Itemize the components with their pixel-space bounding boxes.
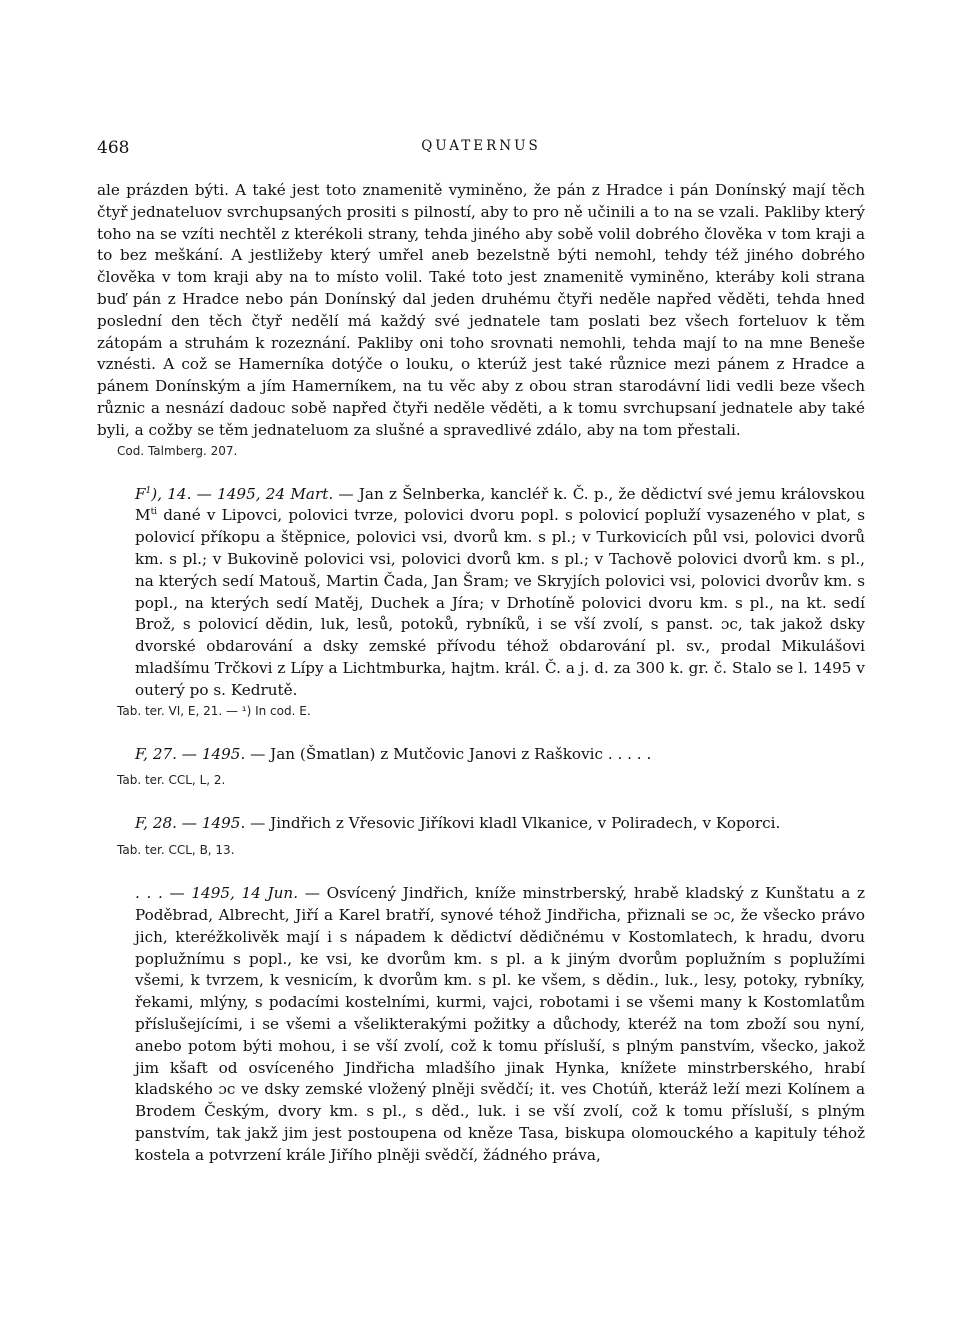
entry-paragraph bbox=[97, 883, 865, 1166]
page-header bbox=[97, 138, 865, 164]
entry-heading: F, 28. — 1495. bbox=[135, 814, 246, 833]
footnote-marker: 1 bbox=[145, 485, 152, 496]
source-citation: Tab. ter. CCL, B, 13. bbox=[117, 843, 235, 858]
source-citation: Tab. ter. VI, E, 21. — ¹) In cod. E. bbox=[117, 703, 311, 718]
entry-heading: . . . — 1495, 14 Jun. bbox=[135, 884, 299, 903]
entry-heading: F, 27. — 1495. bbox=[135, 744, 246, 763]
page-number: 468 bbox=[97, 138, 130, 158]
entry-text-continued: dané v Lipovci, polovici tvrze, polovici dvoru popl. s polovicí popluží vysazeného v plat, s polovicí příkopu a štěpnice, polovici vsi, dvorů km. s pl.; v Turkovicích půl vsi, polovici dvorů km. s pl.; v Bukovině polovici vsi, polovici dvorů km. s pl.; v Tachově polovici dvorů km. s pl., na kterých sedí Matouš, Martin Čada, Jan Šram; ve Skryjích polovici vsi, polovici dvorův km. s popl., na kterých sedí Matěj, Duchek a Jíra; v Drhotíně polovici dvoru km. s pl., na kt. sedí Brož, s polovicí dědin, luk, lesů, potoků, rybníků, i se vší zvolí, s panst. ɔc, tak jakož dsky dvorské obdarování a dsky zemské přívodu téhož obdarování pl. sv., prodal Mikulášovi mladšímu Trčkovi z Lípy a Lichtmburka, hajtm. král. Č. a j. d. za 300 k. gr. č. Stalo se l. 1495 v outerý po s. Kedrutě. bbox=[135, 506, 865, 699]
source-citation: Cod. Talmberg. 207. bbox=[117, 443, 238, 458]
entry-heading: $F^1$), 14. — 1495, 24 Mart. bbox=[135, 484, 334, 503]
page-body bbox=[97, 180, 865, 1166]
entry-text: — Jindřich z Vřesovic Jiříkovi kladl Vlkanice, v Poliradech, v Koporci. bbox=[245, 814, 781, 833]
entry-text: — Osvícený Jindřich, kníže minstrberský, hrabě kladský z Kunštatu a z Poděbrad, Albrecht, Jiří a Karel bratří, synové téhož Jindřicha, přiznali se ɔc, že všecko právo jich, kteréžkolivěk mají i s nápadem k dědictví dědičnému v Kostomlatech, k hradu, dvoru poplužnímu s popl., ke vsi, ke dvorům km. s pl. a k jiným dvorům poplužním s poplužími všemi, k tvrzem, k vesnicím, k dvorům km. s pl. ke všem, s dědin., luk., lesy, potoky, rybníky, řekami, mlýny, s podacími kostelními, kurmi, vajci, robotami i se všemi many k Kostomlatům příslušejícími, i se všemi a všelikterakými požitky a důchody, kteréž na tom zboží sou nyní, anebo potom býti mohou, i se vší zvolí, což k tomu přísluší, s plným panstvím, všecko, jakož jim kšaft od osvíceného Jindřicha mladšího jinak Hynka, knížete minstrberského, hrabí kladského ɔc ve dsky zemské vložený plněji svědčí; it. ves Chotúň, kteráž leží mezi Kolínem a Brodem Českým, dvory km. s pl., s děd., luk. i se vší zvolí, což k tomu přísluší, s plným panstvím, tak jakž jim jest postoupena od kněze Tasa, biskupa olomouckého a kapituly téhož kostela a potvrzení krále Jiřího plněji svědčí, žádného práva, bbox=[135, 884, 866, 1164]
entry-text: — Jan (Šmatlan) z Mutčovic Janovi z Raškovic . . . . . bbox=[245, 744, 652, 763]
entry-paragraph bbox=[97, 484, 865, 702]
superscript-abbrev: ti bbox=[150, 507, 158, 518]
source-citation: Tab. ter. CCL, L, 2. bbox=[117, 773, 226, 788]
paragraph-text: ale prázden býti. A také jest toto znamenitě vyminěno, že pán z Hradce i pán Donínský mají těch čtyř jednateluov svrchupsaných prositi s pilností, aby to pro ně učinili a to na se vzali. Pakliby který toho na se vzíti nechtěl z kterékoli strany, tehda jiného aby sobě volil dobrého člověka v tom kraji a to bez meškání. A jestližeby který umřel aneb bezelstně býti nemohl, tehdy též jiného dobrého člověka v tom kraji aby na to místo volil. Také toto jest znamenitě vyminěno, kteráby koli strana buď pán z Hradce nebo pán Donínský dal jeden druhému čtyři neděle napřed věděti, tehda hned poslední den těch čtyř nedělí má každý své jednatele tam poslati bez všech forteluov k těm zátopám a struhám k rozeznání. Pakliby oni toho srovnati nemohli, tehda mají to na mne Beneše vznésti. A což se Hamerníka dotýče o louku, o kterúž jest také různice mezi pánem z Hradce a pánem Donínským a jím Hamerníkem, na tu věc aby z obou stran starodávní lidi vedli beze všech různic a nesnází dadouc sobě napřed čtyři neděle věděti, a k tomu svrchupsaní jednatele aby také byli, a cožby se těm jednateluom za slušné a spravedlivé zdálo, aby na tom přestali. bbox=[97, 181, 865, 439]
entry-text: — Jan z Šelnberka, kancléř k. Č. p., že dědictví své jemu královskou M bbox=[135, 484, 865, 525]
entry-paragraph bbox=[97, 813, 865, 835]
running-title: QUATERNUS bbox=[421, 138, 541, 154]
entry-paragraph bbox=[97, 744, 865, 766]
paragraph-continuation bbox=[97, 180, 865, 442]
